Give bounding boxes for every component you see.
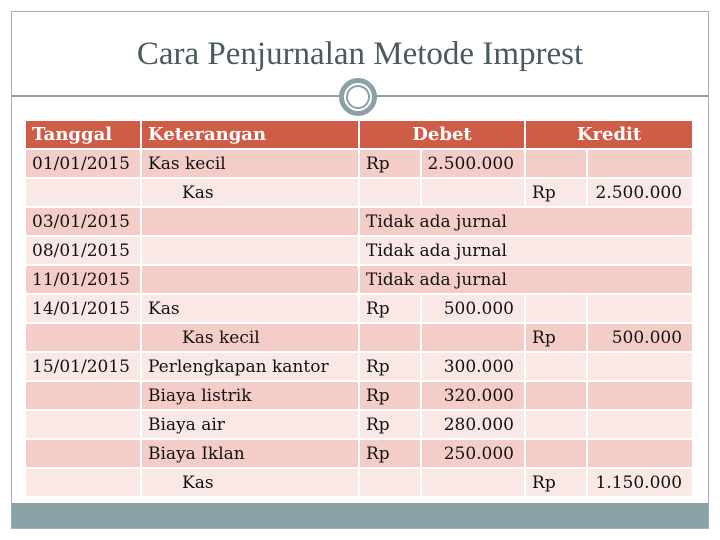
table-row [25,178,693,207]
cell-debet-currency [359,468,421,497]
table-row [25,410,693,439]
cell-debet-currency: Rp [359,381,421,410]
cell-debet-amount [421,468,525,497]
cell-tanggal: 11/01/2015 [25,265,141,294]
cell-keterangan: Kas [141,468,359,497]
slide-title: Cara Penjurnalan Metode Imprest [136,36,584,72]
cell-kredit-amount: 500.000 [587,323,693,352]
cell-kredit-currency [525,381,587,410]
cell-kredit-currency [525,410,587,439]
cell-debet-currency: Rp [359,294,421,323]
table-row [25,381,693,410]
header-tanggal: Tanggal [25,120,141,149]
cell-kredit-currency: Rp [525,178,587,207]
cell-empty [141,265,359,294]
table-row [25,439,693,468]
table-row [25,323,693,352]
cell-debet-currency: Rp [359,439,421,468]
cell-tanggal: 03/01/2015 [25,207,141,236]
cell-kredit-amount: 1.150.000 [587,468,693,497]
header-debet: Debet [359,120,525,149]
cell-debet-currency [359,178,421,207]
table-row [25,207,693,236]
cell-tanggal [25,468,141,497]
cell-kredit-currency [525,294,587,323]
divider-circle-ornament [339,78,377,116]
cell-kredit-amount: 2.500.000 [587,178,693,207]
cell-kredit-currency [525,439,587,468]
cell-kredit-currency [525,149,587,178]
cell-keterangan: Kas kecil [141,149,359,178]
cell-debet-currency: Rp [359,149,421,178]
cell-debet-amount: 300.000 [421,352,525,381]
cell-keterangan: Kas [141,178,359,207]
cell-kredit-currency: Rp [525,468,587,497]
cell-empty [141,207,359,236]
cell-debet-currency [359,323,421,352]
cell-note: Tidak ada jurnal [359,207,693,236]
footer-bar [12,503,708,528]
cell-kredit-amount [587,439,693,468]
cell-debet-amount: 280.000 [421,410,525,439]
cell-debet-amount: 250.000 [421,439,525,468]
cell-tanggal: 15/01/2015 [25,352,141,381]
cell-debet-amount [421,323,525,352]
cell-kredit-amount [587,294,693,323]
header-keterangan: Keterangan [141,120,359,149]
cell-keterangan: Kas kecil [141,323,359,352]
cell-tanggal [25,178,141,207]
cell-kredit-currency [525,352,587,381]
cell-kredit-amount [587,149,693,178]
cell-tanggal [25,410,141,439]
cell-keterangan: Biaya air [141,410,359,439]
table-row [25,294,693,323]
cell-tanggal [25,381,141,410]
cell-kredit-amount [587,381,693,410]
cell-kredit-amount [587,352,693,381]
cell-debet-currency: Rp [359,352,421,381]
table-row [25,149,693,178]
cell-keterangan: Kas [141,294,359,323]
table-row [25,468,693,497]
cell-tanggal [25,439,141,468]
cell-tanggal [25,323,141,352]
cell-kredit-currency: Rp [525,323,587,352]
table-row [25,265,693,294]
table-header-row [25,120,693,149]
journal-table [24,119,694,498]
cell-keterangan: Biaya Iklan [141,439,359,468]
cell-debet-currency: Rp [359,410,421,439]
cell-keterangan: Biaya listrik [141,381,359,410]
cell-keterangan: Perlengkapan kantor [141,352,359,381]
cell-debet-amount: 320.000 [421,381,525,410]
table-row [25,352,693,381]
cell-debet-amount: 500.000 [421,294,525,323]
cell-debet-amount: 2.500.000 [421,149,525,178]
cell-tanggal: 08/01/2015 [25,236,141,265]
table-row [25,236,693,265]
cell-note: Tidak ada jurnal [359,265,693,294]
header-kredit: Kredit [525,120,693,149]
cell-tanggal: 01/01/2015 [25,149,141,178]
cell-tanggal: 14/01/2015 [25,294,141,323]
cell-kredit-amount [587,410,693,439]
cell-empty [141,236,359,265]
cell-debet-amount [421,178,525,207]
cell-note: Tidak ada jurnal [359,236,693,265]
